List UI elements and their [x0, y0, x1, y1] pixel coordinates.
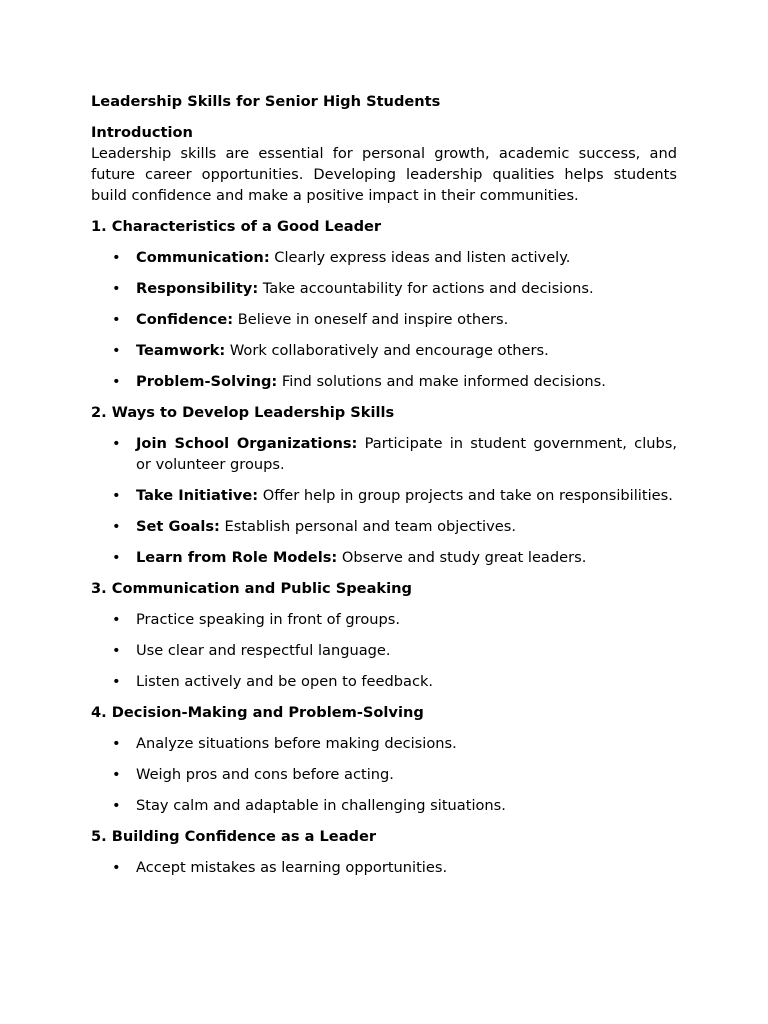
- list-item-text: Practice speaking in front of groups.: [136, 611, 401, 628]
- list-item: [91, 278, 677, 299]
- list-item-label: Responsibility:: [136, 280, 259, 297]
- list-item: [91, 433, 677, 475]
- list-item: [91, 485, 677, 506]
- list-item-text: Weigh pros and cons before acting.: [136, 766, 394, 783]
- bullet-icon: •: [112, 766, 121, 783]
- list-item-text: Clearly express ideas and listen actively.: [269, 249, 571, 266]
- section-heading: 2. Ways to Develop Leadership Skills: [91, 404, 395, 421]
- list-item: [91, 247, 677, 268]
- section-heading: 4. Decision-Making and Problem-Solving: [91, 704, 424, 721]
- bullet-list: [91, 857, 677, 878]
- bullet-icon: •: [112, 373, 121, 390]
- list-item-label: Join School Organizations:: [136, 435, 358, 452]
- bullet-list: [91, 247, 677, 392]
- list-item: [91, 340, 677, 361]
- bullet-icon: •: [112, 797, 121, 814]
- bullet-icon: •: [112, 487, 121, 504]
- list-item-text: Observe and study great leaders.: [337, 549, 587, 566]
- list-item: [91, 764, 677, 785]
- bullet-icon: •: [112, 518, 121, 535]
- list-item: [91, 309, 677, 330]
- list-item-text: Listen actively and be open to feedback.: [136, 673, 434, 690]
- list-item-text: Believe in oneself and inspire others.: [233, 311, 509, 328]
- list-item: [91, 516, 677, 537]
- bullet-icon: •: [112, 311, 121, 328]
- list-item: [91, 671, 677, 692]
- list-item-text: Participate in student government, clubs, or volunteer groups.: [136, 435, 678, 473]
- list-item-text: Find solutions and make informed decisions.: [277, 373, 606, 390]
- list-item-text: Analyze situations before making decisions.: [136, 735, 457, 752]
- list-item: [91, 795, 677, 816]
- list-item-text: Stay calm and adaptable in challenging situations.: [136, 797, 506, 814]
- bullet-icon: •: [112, 249, 121, 266]
- list-item-text: Accept mistakes as learning opportunities.: [136, 859, 448, 876]
- list-item-label: Confidence:: [136, 311, 234, 328]
- document-title: Leadership Skills for Senior High Students: [91, 93, 441, 110]
- section-heading: 3. Communication and Public Speaking: [91, 580, 412, 597]
- list-item-text: Offer help in group projects and take on responsibilities.: [258, 487, 673, 504]
- introduction-text: Leadership skills are essential for personal growth, academic success, and future career opportunities. Developing leadership qualities helps students build confidence and make a positive impact in their communities.: [91, 145, 677, 204]
- list-item: [91, 857, 677, 878]
- bullet-icon: •: [112, 342, 121, 359]
- bullet-icon: •: [112, 859, 121, 876]
- list-item-label: Learn from Role Models:: [136, 549, 338, 566]
- list-item: [91, 547, 677, 568]
- list-item-label: Set Goals:: [136, 518, 220, 535]
- list-item-label: Problem-Solving:: [136, 373, 278, 390]
- bullet-icon: •: [112, 642, 121, 659]
- list-item: [91, 640, 677, 661]
- bullet-icon: •: [112, 549, 121, 566]
- list-item-text: Work collaboratively and encourage others.: [225, 342, 549, 359]
- bullet-list: [91, 433, 677, 568]
- sections-container: [91, 216, 677, 878]
- list-item-label: Communication:: [136, 249, 270, 266]
- list-item-text: Establish personal and team objectives.: [219, 518, 516, 535]
- list-item-text: Take accountability for actions and decisions.: [258, 280, 594, 297]
- list-item-label: Teamwork:: [136, 342, 226, 359]
- list-item-label: Take Initiative:: [136, 487, 259, 504]
- section-heading: 1. Characteristics of a Good Leader: [91, 218, 382, 235]
- bullet-icon: •: [112, 735, 121, 752]
- introduction-heading: Introduction: [91, 124, 193, 141]
- bullet-list: [91, 609, 677, 692]
- list-item: [91, 371, 677, 392]
- list-item-text: Use clear and respectful language.: [136, 642, 391, 659]
- list-item: [91, 733, 677, 754]
- section-heading: 5. Building Confidence as a Leader: [91, 828, 377, 845]
- list-item: [91, 609, 677, 630]
- bullet-list: [91, 733, 677, 816]
- bullet-icon: •: [112, 673, 121, 690]
- bullet-icon: •: [112, 611, 121, 628]
- bullet-icon: •: [112, 280, 121, 297]
- bullet-icon: •: [112, 435, 121, 452]
